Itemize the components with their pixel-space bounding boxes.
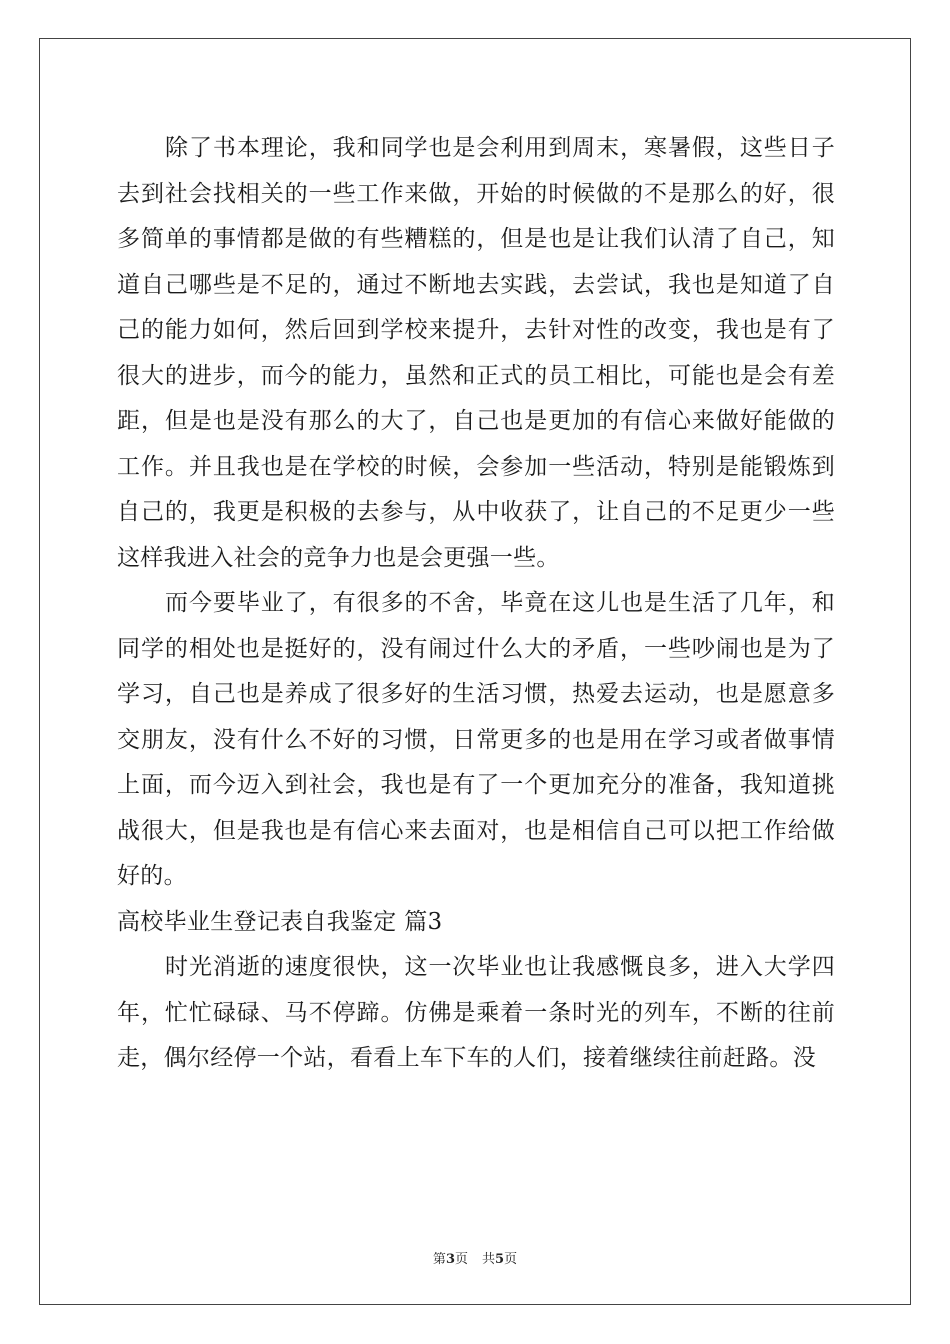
- body-paragraph: 时光消逝的速度很快，这一次毕业也让我感慨良多，进入大学四年，忙忙碌碌、马不停蹄。仿佛是乘着一条时光的列车，不断的往前走，偶尔经停一个站，看看上车下车的人们，接着继续往前赶路。没: [117, 954, 835, 1071]
- section-heading: 高校毕业生登记表自我鉴定 篇3: [117, 908, 443, 935]
- total-suffix: 页: [504, 1252, 518, 1267]
- document-body: [117, 126, 835, 1082]
- body-paragraph: 而今要毕业了，有很多的不舍，毕竟在这儿也是生活了几年，和同学的相处也是挺好的，没有闹过什么大的矛盾，一些吵闹也是为了学习，自己也是养成了很多好的生活习惯，热爱去运动，也是愿意多交朋友，没有什么不好的习惯，日常更多的也是用在学习或者做事情上面，而今迈入到社会，我也是有了一个更加充分的准备，我知道挑战很大，但是我也是有信心来去面对，也是相信自己可以把工作给做好的。: [117, 590, 835, 889]
- page-prefix: 第: [432, 1252, 446, 1267]
- page-footer: [0, 1248, 950, 1267]
- total-prefix: 共: [482, 1252, 496, 1267]
- page-current: 3: [445, 1252, 455, 1267]
- page-suffix: 页: [454, 1252, 468, 1267]
- page-total: 5: [495, 1252, 505, 1267]
- body-paragraph: 除了书本理论，我和同学也是会利用到周末，寒暑假，这些日子去到社会找相关的一些工作来做，开始的时候做的不是那么的好，很多简单的事情都是做的有些糟糕的，但是也是让我们认清了自己，知道自己哪些是不足的，通过不断地去实践，去尝试，我也是知道了自己的能力如何，然后回到学校来提升，去针对性的改变，我也是有了很大的进步，而今的能力，虽然和正式的员工相比，可能也是会有差距，但是也是没有那么的大了，自己也是更加的有信心来做好能做的工作。并且我也是在学校的时候，会参加一些活动，特别是能锻炼到自己的，我更是积极的去参与，从中收获了，让自己的不足更少一些这样我进入社会的竞争力也是会更强一些。: [117, 135, 835, 571]
